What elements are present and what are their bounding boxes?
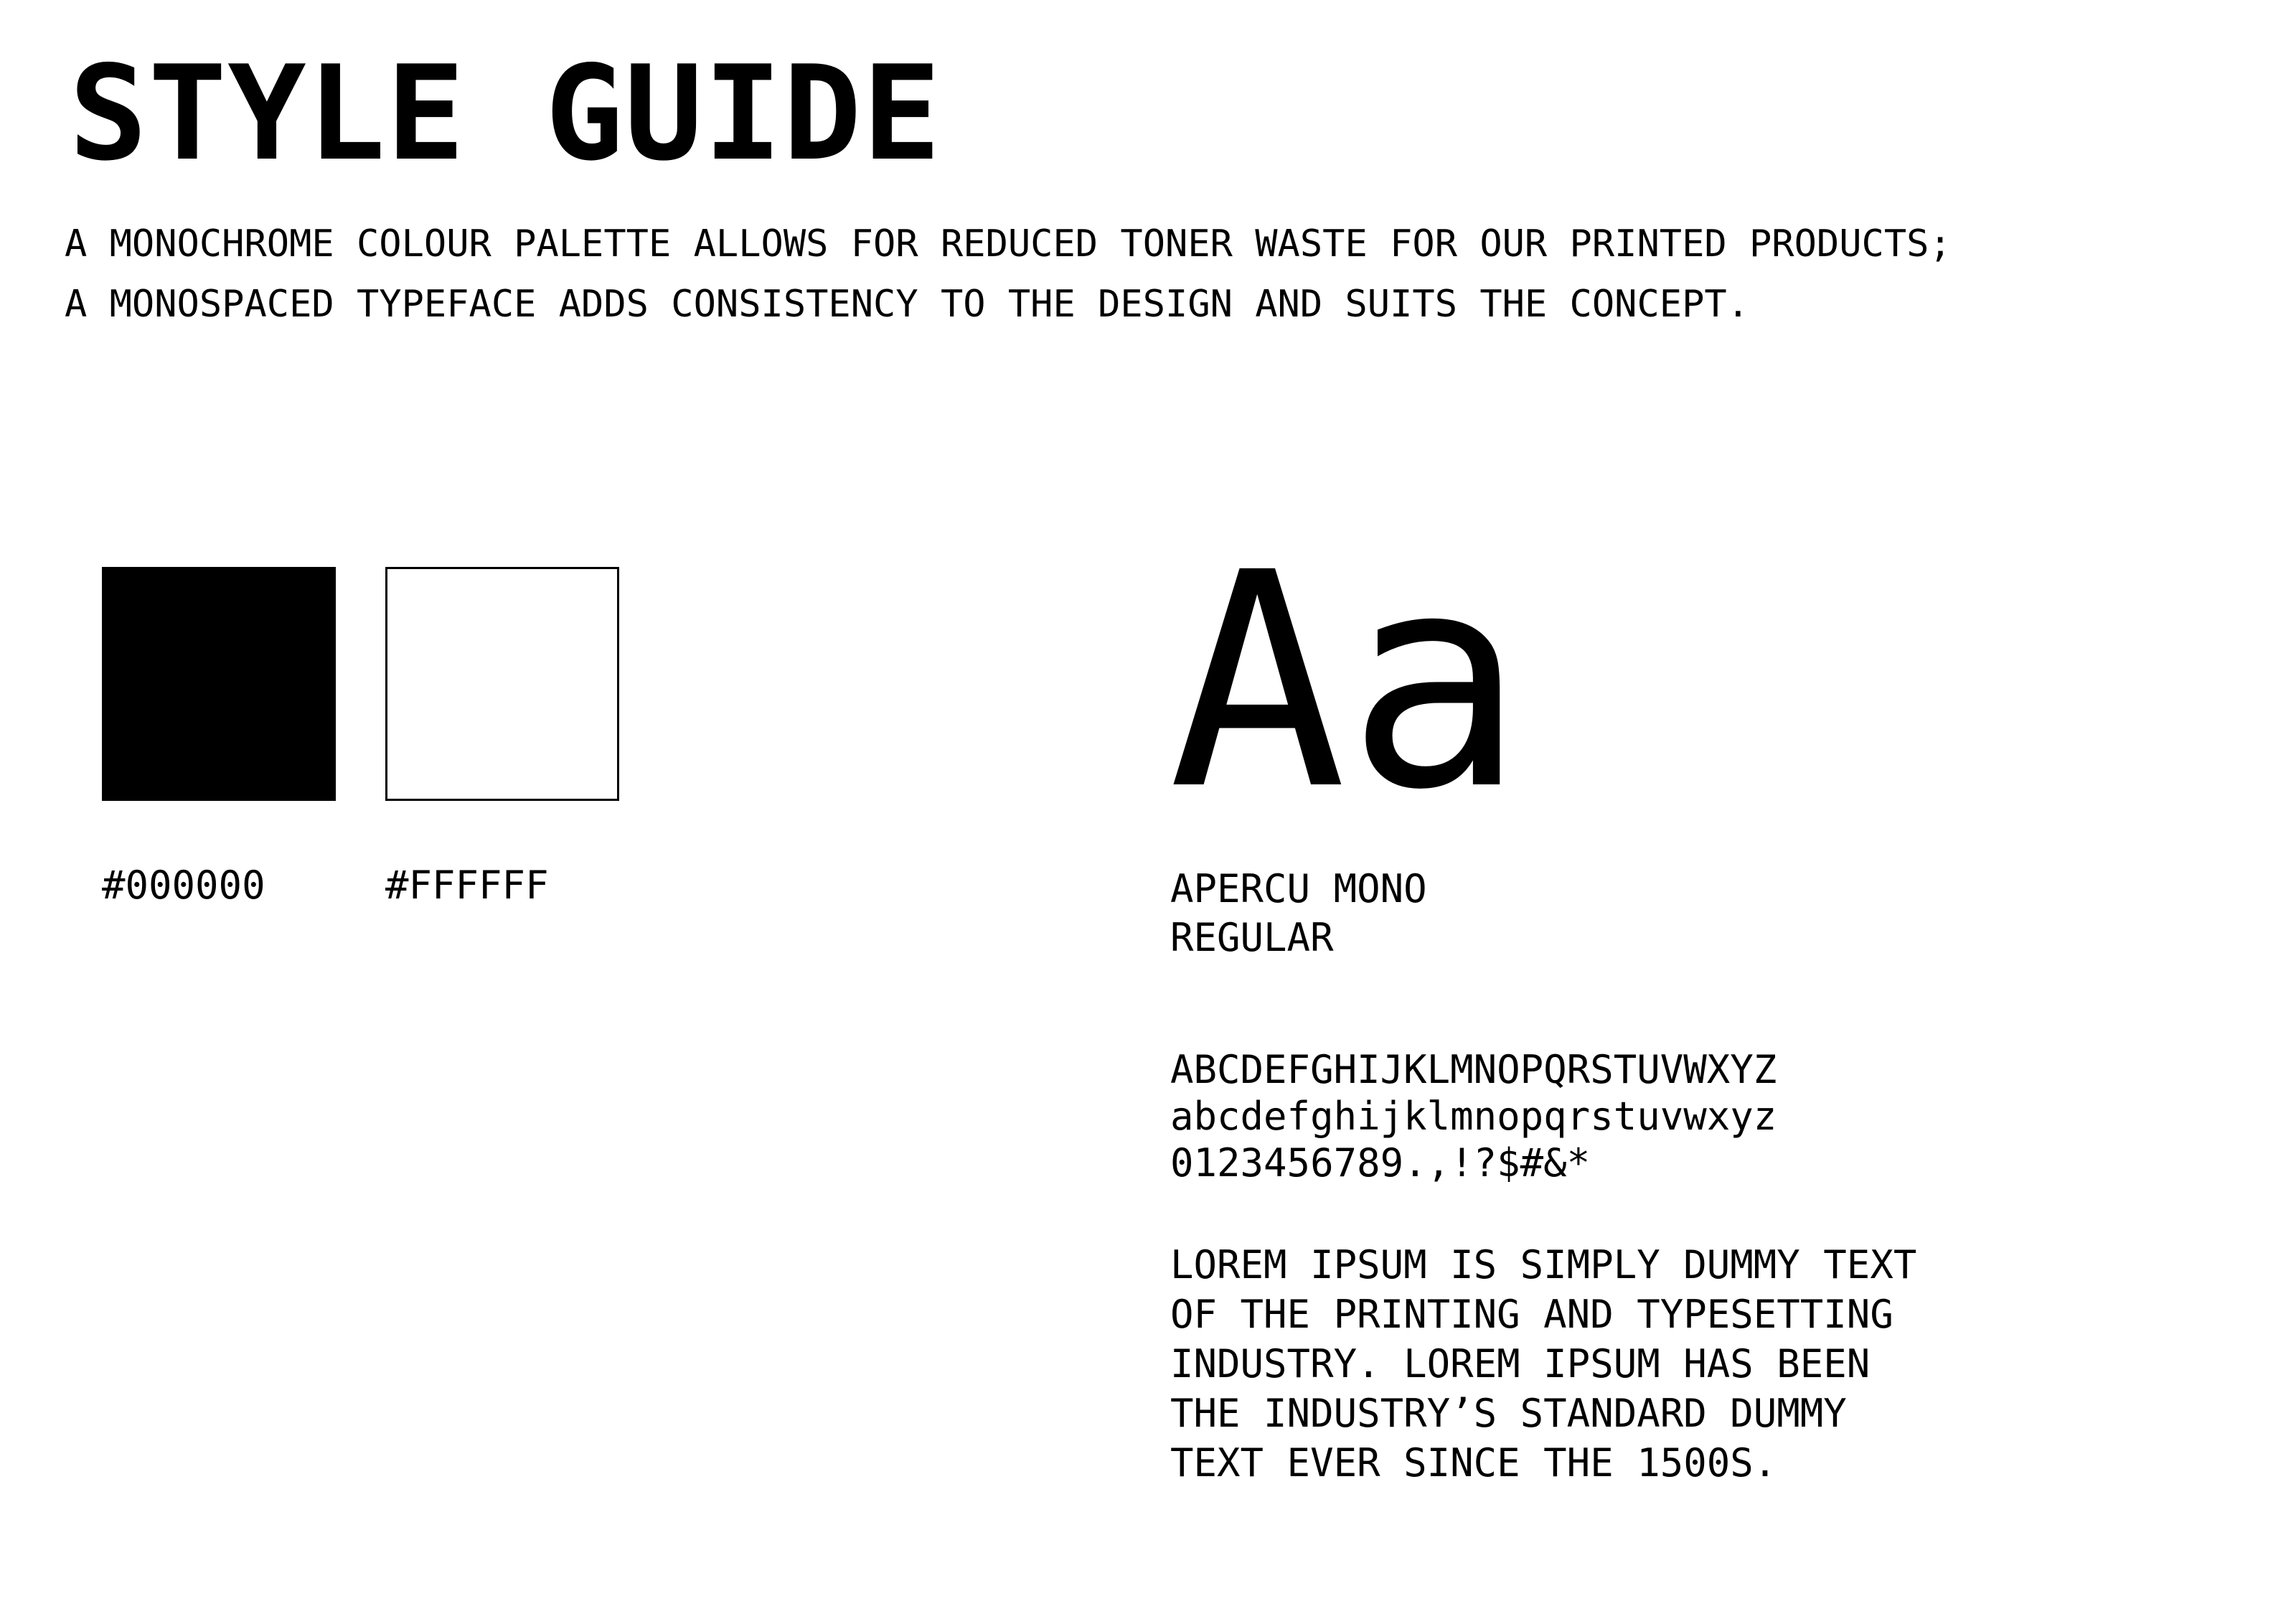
sample-paragraph-line-5: TEXT EVER SINCE THE 1500S. [1170,1440,1777,1485]
typeface-title-block [1170,865,1427,962]
page-title: STYLE GUIDE [69,37,942,189]
sample-paragraph-line-4: THE INDUSTRY’S STANDARD DUMMY [1170,1391,1847,1436]
swatch-black [102,567,336,909]
typeface-weight: REGULAR [1170,915,1334,960]
swatch-white-box [385,567,619,801]
sample-paragraph [1170,1240,1916,1488]
description-line-2: A MONOSPACED TYPEFACE ADDS CONSISTENCY TO THE DESIGN AND SUITS THE CONCEPT. [65,283,1749,326]
intro-description [65,214,1952,334]
swatch-white-label: #FFFFFF [385,863,549,908]
sample-paragraph-line-2: OF THE PRINTING AND TYPESETTING [1170,1292,1893,1337]
type-sample-glyphs: Aa [1168,510,1525,855]
sample-paragraph-line-1: LOREM IPSUM IS SIMPLY DUMMY TEXT [1170,1242,1917,1287]
character-specimen [1170,1046,1777,1186]
typeface-name: APERCU MONO [1170,866,1427,911]
swatch-black-box [102,567,336,801]
swatch-black-label: #000000 [102,863,265,908]
sample-paragraph-line-3: INDUSTRY. LOREM IPSUM HAS BEEN [1170,1341,1871,1386]
description-line-1: A MONOCHROME COLOUR PALETTE ALLOWS FOR REDUCED TONER WASTE FOR OUR PRINTED PRODUCTS; [65,222,1952,266]
specimen-lowercase: abcdefghijklmnopqrstuvwxyz [1170,1094,1777,1139]
swatch-white [385,567,619,909]
specimen-numerals-symbols: 0123456789.,!?$#&* [1170,1140,1591,1186]
specimen-uppercase: ABCDEFGHIJKLMNOPQRSTUVWXYZ [1170,1047,1777,1092]
